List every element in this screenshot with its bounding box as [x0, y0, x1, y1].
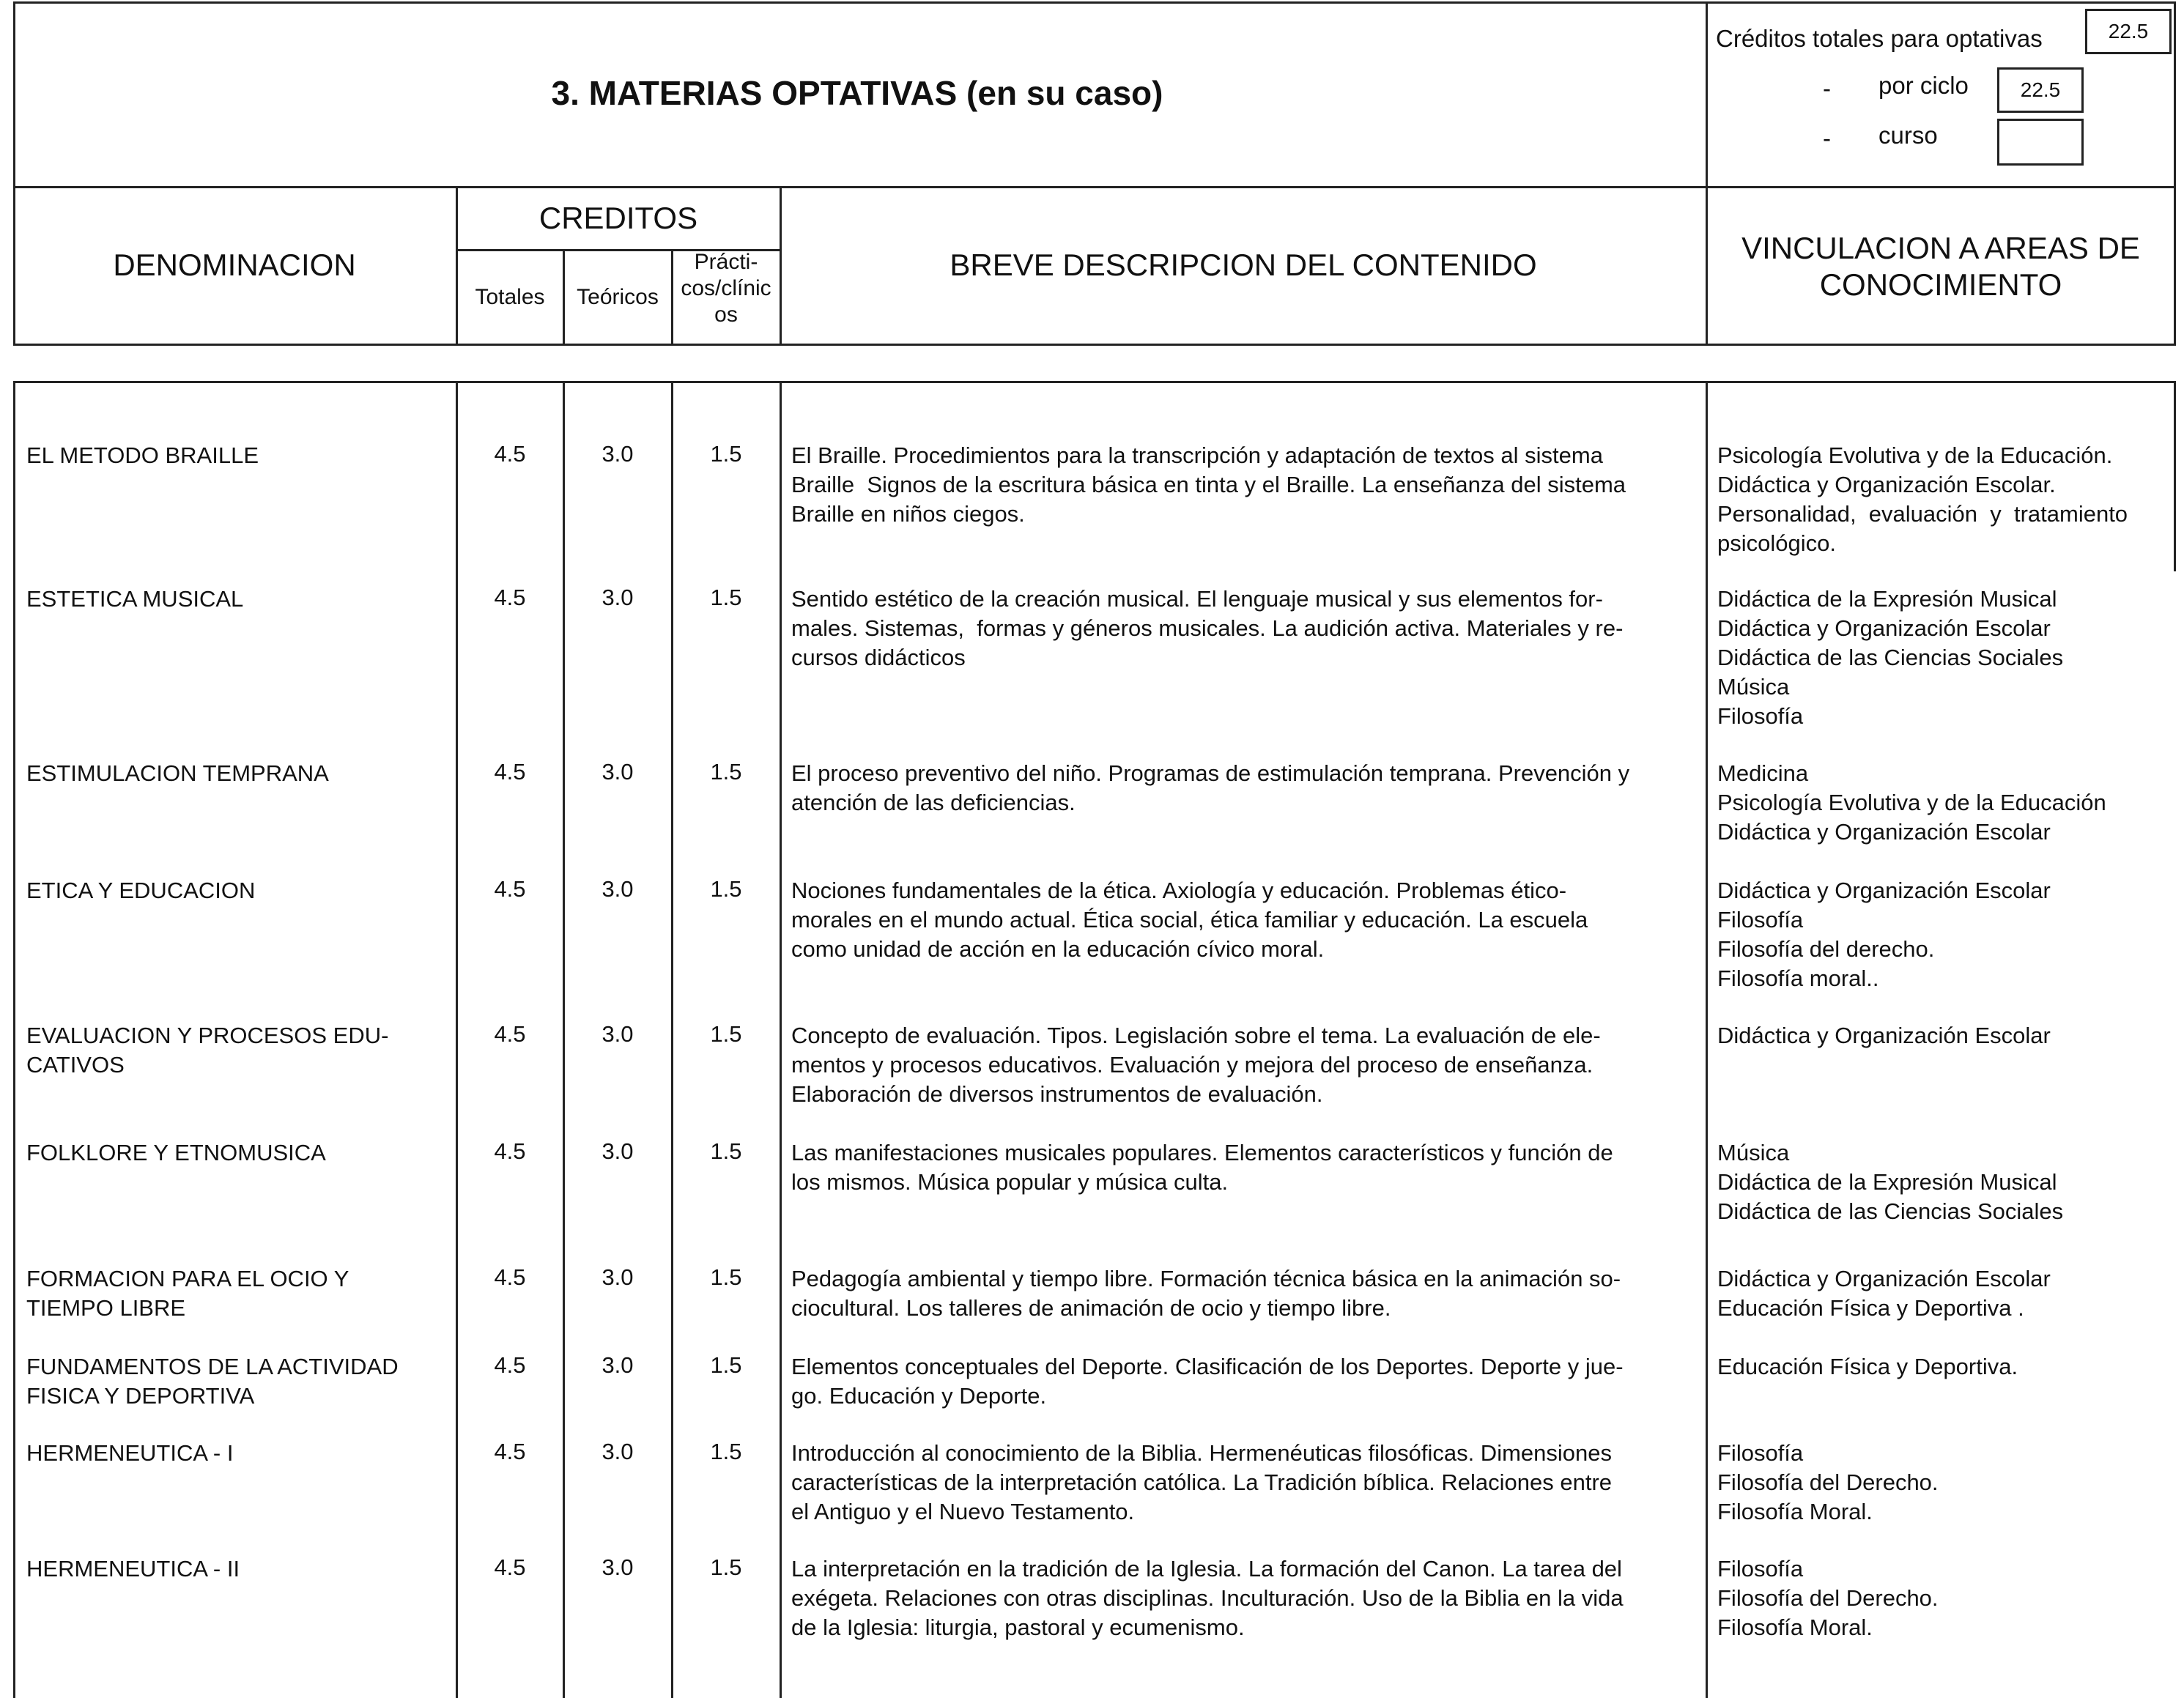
row-description [791, 1352, 1707, 1411]
row-area-item: Didáctica y Organización Escolar [1717, 615, 2051, 641]
row-area-item: Filosofía [1717, 907, 1804, 933]
row-area-item: Psicología Evolutiva y de la Educación. [1717, 442, 2113, 468]
creditos-totales-label: Créditos totales para optativas [1716, 25, 2043, 52]
row-name [26, 1138, 451, 1168]
row-area-item: Filosofía [1717, 703, 1804, 729]
row-name [26, 441, 451, 470]
row-description-line: mentos y procesos educativos. Evaluación y mejora del proceso de enseñanza. [791, 1052, 1593, 1078]
row-practicos: 1.5 [710, 759, 742, 785]
por-ciclo-dash: - [1823, 75, 1831, 102]
row-name-line: FOLKLORE Y ETNOMUSICA [26, 1140, 326, 1165]
row-teoricos: 3.0 [601, 441, 634, 467]
row-totales: 4.5 [494, 1138, 526, 1164]
row-description-line: Elaboración de diversos instrumentos de evaluación. [791, 1081, 1323, 1107]
row-area-item: psicológico. [1717, 530, 1836, 556]
row-name-line: HERMENEUTICA - II [26, 1556, 240, 1582]
row-totales: 4.5 [494, 876, 526, 902]
row-totales: 4.5 [494, 1439, 526, 1464]
row-description-line: Braille Signos de la escritura básica en tinta y el Braille. La enseñanza del sistema [791, 472, 1626, 497]
row-totales: 4.5 [494, 585, 526, 610]
curso-value [1997, 119, 2084, 166]
row-area-item: Filosofía [1717, 1440, 1804, 1466]
row-name [26, 1352, 451, 1411]
row-name [26, 1554, 451, 1584]
row-name-line: HERMENEUTICA - I [26, 1440, 234, 1466]
row-area-item: Filosofía del Derecho. [1717, 1585, 1939, 1611]
row-totales: 4.5 [494, 1021, 526, 1047]
col-header-teoricos: Teóricos [577, 285, 659, 309]
por-ciclo-label: por ciclo [1878, 72, 1969, 99]
row-description-line: atención de las deficiencias. [791, 790, 1076, 815]
row-area-item: Didáctica de la Expresión Musical [1717, 1169, 2057, 1195]
row-name [26, 1264, 451, 1323]
row-area-item: Filosofía moral.. [1717, 965, 1879, 991]
row-name-line: EL METODO BRAILLE [26, 442, 259, 468]
row-teoricos: 3.0 [601, 876, 634, 902]
row-description-line: La interpretación en la tradición de la Iglesia. La formación del Canon. La tarea del [791, 1556, 1622, 1582]
col-header-practicos-line3: os [714, 303, 738, 327]
row-name-line: ESTETICA MUSICAL [26, 586, 244, 612]
body-col-divider-4 [780, 381, 782, 1698]
header-divider-horizontal [13, 186, 2176, 188]
row-description-line: exégeta. Relaciones con otras disciplinas. Inculturación. Uso de la Biblia en la vida [791, 1585, 1624, 1611]
row-area-item: Didáctica de las Ciencias Sociales [1717, 645, 2064, 670]
col-header-practicos-line2: cos/clínic [681, 276, 771, 300]
row-name [26, 759, 451, 788]
row-description-line: los mismos. Música popular y música culta. [791, 1169, 1229, 1195]
row-area-item: Educación Física y Deportiva . [1717, 1295, 2024, 1321]
row-teoricos: 3.0 [601, 759, 634, 785]
row-areas [1717, 759, 2172, 847]
row-teoricos: 3.0 [601, 1264, 634, 1290]
row-description-line: males. Sistemas, formas y géneros musicales. La audición activa. Materiales y re- [791, 615, 1624, 641]
row-totales: 4.5 [494, 441, 526, 467]
row-description-line: Pedagogía ambiental y tiempo libre. Formación técnica básica en la animación so- [791, 1266, 1621, 1291]
row-description [791, 1554, 1707, 1642]
row-practicos: 1.5 [710, 1439, 742, 1464]
row-totales: 4.5 [494, 1554, 526, 1580]
row-description-line: morales en el mundo actual. Ética social, ética familiar y educación. La escuela [791, 907, 1588, 933]
col-header-practicos [673, 249, 780, 328]
curso-dash: - [1823, 125, 1831, 152]
row-area-item: Didáctica de la Expresión Musical [1717, 586, 2057, 612]
row-description-line: como unidad de acción en la educación cívico moral. [791, 936, 1325, 962]
row-area-item: Psicología Evolutiva y de la Educación [1717, 790, 2106, 815]
row-areas [1717, 1554, 2172, 1642]
row-description [791, 759, 1707, 818]
row-teoricos: 3.0 [601, 1138, 634, 1164]
row-teoricos: 3.0 [601, 1021, 634, 1047]
row-areas [1717, 1352, 2172, 1382]
col-header-vinculacion-line2: CONOCIMIENTO [1819, 267, 2062, 302]
row-description-line: Las manifestaciones musicales populares. Elementos característicos y función de [791, 1140, 1613, 1165]
row-teoricos: 3.0 [601, 1439, 634, 1464]
row-description-line: El proceso preventivo del niño. Programas de estimulación temprana. Prevención y [791, 760, 1630, 786]
row-practicos: 1.5 [710, 441, 742, 467]
row-description-line: Nociones fundamentales de la ética. Axiología y educación. Problemas ético- [791, 878, 1567, 903]
row-description [791, 1439, 1707, 1527]
row-totales: 4.5 [494, 1352, 526, 1378]
row-name [26, 1439, 451, 1468]
row-description-line: Concepto de evaluación. Tipos. Legislación sobre el tema. La evaluación de ele- [791, 1023, 1601, 1048]
row-name-line: FISICA Y DEPORTIVA [26, 1383, 255, 1409]
row-totales: 4.5 [494, 759, 526, 785]
curso-label: curso [1878, 122, 1938, 149]
row-practicos: 1.5 [710, 1554, 742, 1580]
row-description-line: características de la interpretación católica. La Tradición bíblica. Relaciones entre [791, 1469, 1613, 1495]
row-description-line: go. Educación y Deporte. [791, 1383, 1047, 1409]
row-area-item: Filosofía Moral. [1717, 1499, 1873, 1524]
row-area-item: Filosofía Moral. [1717, 1614, 1873, 1640]
row-areas [1717, 585, 2172, 731]
row-area-item: Didáctica de las Ciencias Sociales [1717, 1198, 2064, 1224]
row-name-line: FUNDAMENTOS DE LA ACTIVIDAD [26, 1354, 399, 1379]
row-areas [1717, 1439, 2172, 1527]
row-description [791, 1264, 1707, 1323]
col-header-totales: Totales [475, 285, 545, 309]
row-area-item: Didáctica y Organización Escolar [1717, 878, 2051, 903]
row-practicos: 1.5 [710, 876, 742, 902]
row-description [791, 876, 1707, 964]
row-totales: 4.5 [494, 1264, 526, 1290]
row-name-line: ESTIMULACION TEMPRANA [26, 760, 329, 786]
row-area-item: Personalidad, evaluación y tratamiento [1717, 501, 2128, 527]
row-area-item: Didáctica y Organización Escolar [1717, 819, 2051, 845]
row-name-line: EVALUACION Y PROCESOS EDU- [26, 1023, 389, 1048]
row-area-item: Música [1717, 1140, 1790, 1165]
row-description-line: Introducción al conocimiento de la Biblia. Hermenéuticas filosóficas. Dimensiones [791, 1440, 1612, 1466]
creditos-totales-value: 22.5 [2085, 9, 2172, 54]
row-description [791, 1021, 1707, 1109]
row-area-item: Educación Física y Deportiva. [1717, 1354, 2018, 1379]
body-right-border [2174, 381, 2176, 571]
row-areas [1717, 1021, 2172, 1050]
row-areas [1717, 876, 2172, 993]
row-name [26, 876, 451, 905]
row-name-line: CATIVOS [26, 1052, 125, 1078]
row-area-item: Filosofía del derecho. [1717, 936, 1935, 962]
row-name-line: FORMACION PARA EL OCIO Y [26, 1266, 349, 1291]
row-name-line: ETICA Y EDUCACION [26, 878, 256, 903]
row-description-line: Braille en niños ciegos. [791, 501, 1025, 527]
row-area-item: Filosofía del Derecho. [1717, 1469, 1939, 1495]
row-description-line: cursos didácticos [791, 645, 966, 670]
col-header-vinculacion-line1: VINCULACION A AREAS DE [1741, 231, 2140, 265]
row-description-line: el Antiguo y el Nuevo Testamento. [791, 1499, 1135, 1524]
body-top-border [13, 381, 2176, 383]
row-description [791, 1138, 1707, 1197]
row-name-line: TIEMPO LIBRE [26, 1295, 186, 1321]
row-area-item: Didáctica y Organización Escolar. [1717, 472, 2056, 497]
col-header-descripcion: BREVE DESCRIPCION DEL CONTENIDO [950, 248, 1537, 282]
row-name [26, 585, 451, 614]
row-practicos: 1.5 [710, 585, 742, 610]
row-area-item: Didáctica y Organización Escolar [1717, 1266, 2051, 1291]
row-areas [1717, 1138, 2172, 1226]
row-description-line: Sentido estético de la creación musical. El lenguaje musical y sus elementos for- [791, 586, 1603, 612]
row-practicos: 1.5 [710, 1021, 742, 1047]
col-header-creditos: CREDITOS [538, 201, 698, 235]
row-areas [1717, 1264, 2172, 1323]
row-description-line: El Braille. Procedimientos para la transcripción y adaptación de textos al sistema [791, 442, 1603, 468]
row-area-item: Filosofía [1717, 1556, 1804, 1582]
row-area-item: Didáctica y Organización Escolar [1717, 1023, 2051, 1048]
row-teoricos: 3.0 [601, 585, 634, 610]
row-description-line: de la Iglesia: liturgia, pastoral y ecumenismo. [791, 1614, 1245, 1640]
row-description [791, 441, 1707, 529]
page-title: 3. MATERIAS OPTATIVAS (en su caso) [551, 74, 1163, 112]
row-area-item: Música [1717, 674, 1790, 700]
row-teoricos: 3.0 [601, 1352, 634, 1378]
row-area-item: Medicina [1717, 760, 1809, 786]
row-areas [1717, 441, 2172, 558]
row-practicos: 1.5 [710, 1352, 742, 1378]
row-description-line: Elementos conceptuales del Deporte. Clasificación de los Deportes. Deporte y jue- [791, 1354, 1624, 1379]
row-teoricos: 3.0 [601, 1554, 634, 1580]
row-description [791, 585, 1707, 672]
col-header-practicos-line1: Prácti- [694, 250, 758, 274]
row-name [26, 1021, 451, 1080]
row-practicos: 1.5 [710, 1264, 742, 1290]
body-left-border [13, 381, 15, 1698]
por-ciclo-value: 22.5 [1997, 67, 2084, 113]
col-header-vinculacion [1707, 230, 2174, 303]
row-description-line: ciocultural. Los talleres de animación de ocio y tiempo libre. [791, 1295, 1391, 1321]
row-practicos: 1.5 [710, 1138, 742, 1164]
col-header-denominacion: DENOMINACION [113, 248, 356, 282]
